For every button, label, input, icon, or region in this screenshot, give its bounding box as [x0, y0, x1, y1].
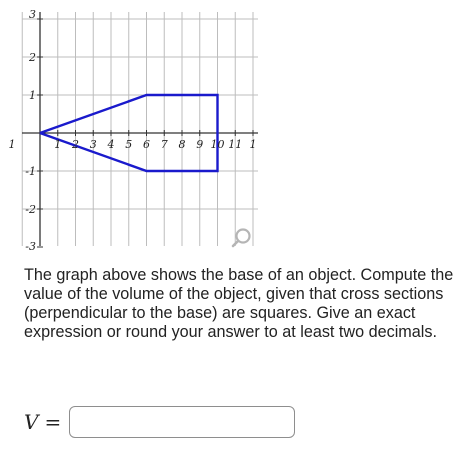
- x-tick-label: 9: [196, 138, 204, 151]
- x-tick-label: 1: [54, 138, 62, 151]
- x-tick-label: 1: [249, 138, 257, 151]
- graph-svg: [0, 0, 270, 252]
- y-tick-label: -2: [25, 203, 36, 216]
- x-tick-label: 1: [8, 138, 16, 151]
- y-tick-label: 1: [29, 89, 36, 102]
- y-tick-label: 3: [29, 8, 36, 21]
- equals-sign: =: [44, 410, 62, 434]
- answer-row: [24, 404, 295, 440]
- x-tick-label: 10: [210, 138, 225, 151]
- graph: [0, 0, 270, 252]
- x-tick-label: 3: [89, 138, 97, 151]
- answer-input[interactable]: [69, 406, 295, 438]
- x-tick-label: 4: [107, 138, 115, 151]
- x-tick-label: 11: [228, 138, 243, 151]
- y-tick-label: -3: [25, 240, 36, 252]
- x-tick-label: 5: [125, 138, 133, 151]
- x-tick-label: 6: [143, 138, 150, 151]
- answer-variable: V: [24, 410, 39, 434]
- x-tick-label: 7: [160, 138, 168, 151]
- x-tick-label: 2: [72, 138, 79, 151]
- y-tick-label: 2: [29, 51, 36, 64]
- y-tick-label: -1: [25, 165, 36, 178]
- grid-lines: [22, 12, 258, 246]
- problem-statement: The graph above shows the base of an object. Compute the value of the volume of the object, given that cross sections (perpendicular to the base) are squares. Give an exact expression or round your answer to at least two decimals.: [24, 266, 454, 341]
- x-tick-label: 8: [178, 138, 186, 151]
